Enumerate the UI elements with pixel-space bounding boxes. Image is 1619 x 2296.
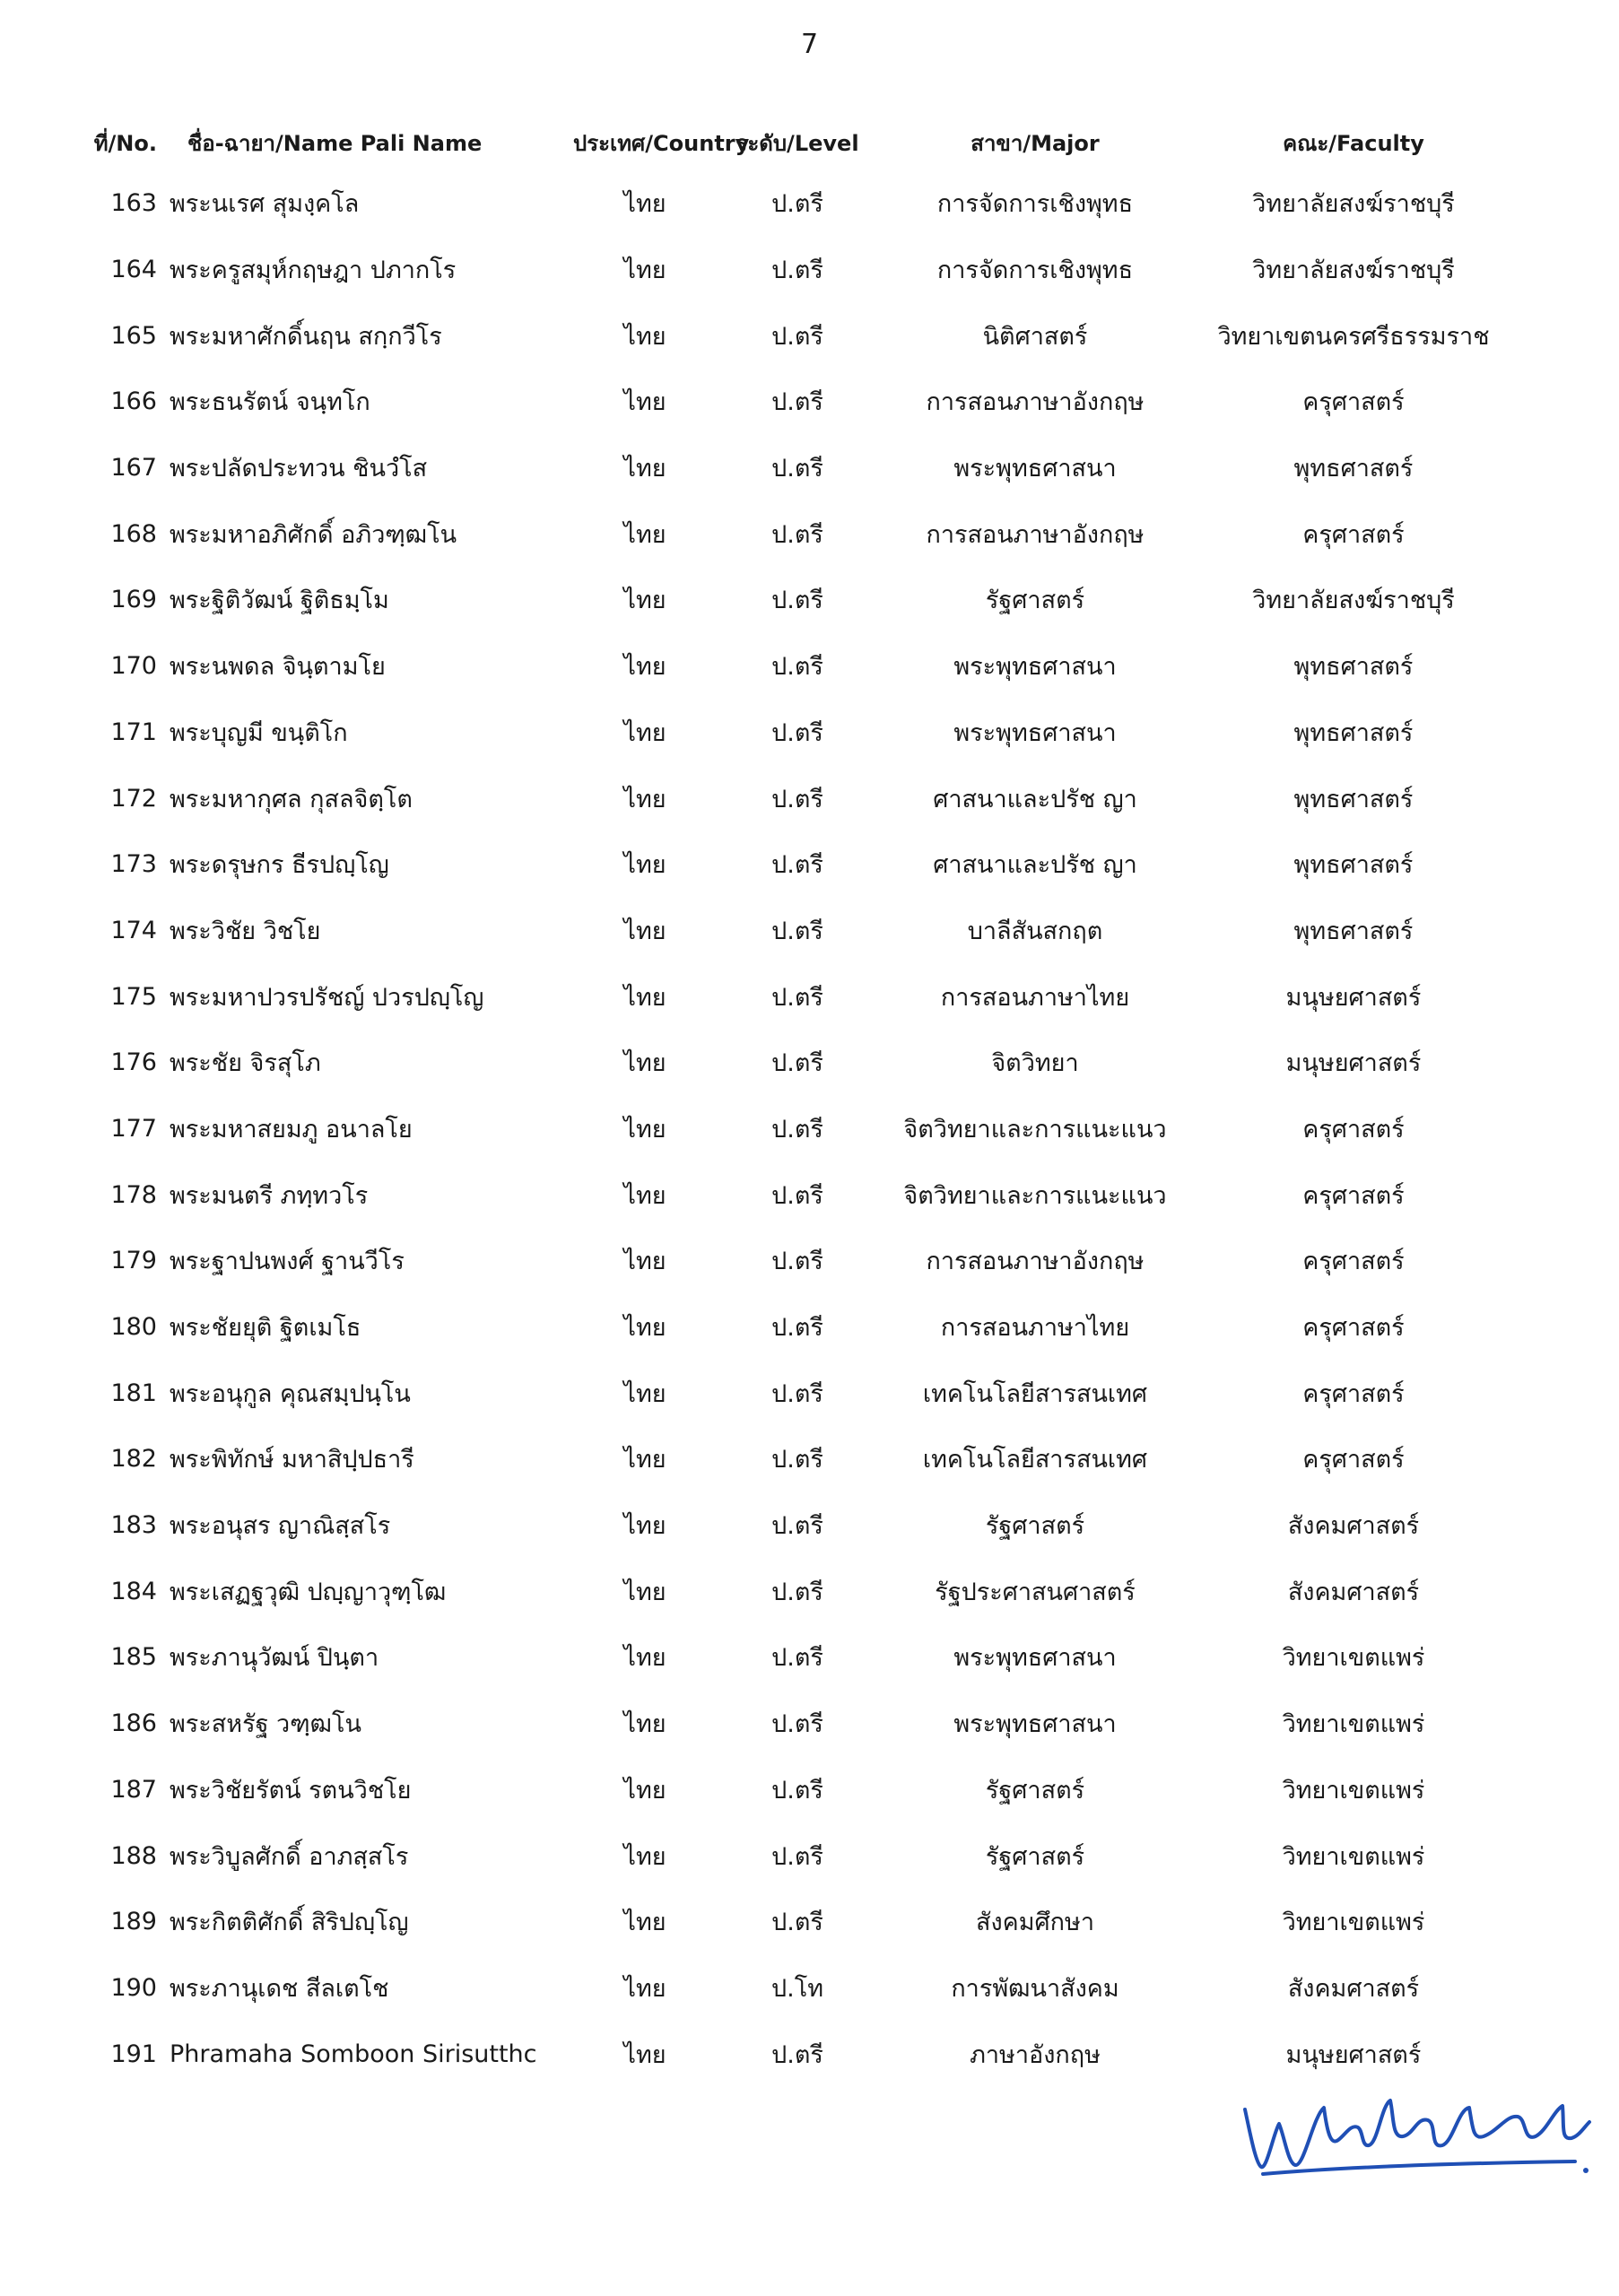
row-country: ไทย <box>623 1049 666 1078</box>
table-row <box>85 1955 1515 2022</box>
row-number: 163 <box>110 189 157 218</box>
row-faculty: ครุศาสตร์ <box>1302 1446 1405 1474</box>
row-level: ป.ตรี <box>771 1842 823 1871</box>
row-level: ป.ตรี <box>771 520 823 549</box>
row-level: ป.ตรี <box>771 1446 823 1474</box>
row-country: ไทย <box>623 1776 666 1805</box>
table-row <box>85 302 1515 369</box>
row-country: ไทย <box>623 917 666 945</box>
row-name: พระบุญมี ขนฺติโก <box>170 718 348 747</box>
row-name: พระมหาอภิศักดิ์ อภิวฑฺฒโน <box>170 520 457 549</box>
header-level: ระดับ/Level <box>736 130 859 156</box>
row-number: 180 <box>110 1313 157 1342</box>
row-name: พระวิชัย วิชโย <box>170 917 321 945</box>
table-row <box>85 170 1515 237</box>
row-faculty: มนุษยศาสตร์ <box>1285 983 1422 1012</box>
row-country: ไทย <box>623 455 666 483</box>
row-faculty: วิทยาเขตแพร่ <box>1282 1909 1425 1937</box>
row-faculty: พุทธศาสตร์ <box>1293 653 1414 682</box>
row-level: ป.ตรี <box>771 917 823 945</box>
table-row <box>85 831 1515 898</box>
row-number: 187 <box>110 1775 157 1804</box>
row-name: พระมหาสยมภู อนาลโย <box>170 1115 413 1144</box>
row-country: ไทย <box>623 1909 666 1937</box>
row-country: ไทย <box>623 785 666 813</box>
row-country: ไทย <box>623 1379 666 1408</box>
row-faculty: ครุศาสตร์ <box>1302 1248 1405 1276</box>
row-number: 175 <box>110 982 157 1011</box>
row-number: 167 <box>110 454 157 483</box>
table-row <box>85 1492 1515 1559</box>
row-faculty: ครุศาสตร์ <box>1302 1314 1405 1343</box>
row-faculty: ครุศาสตร์ <box>1302 1379 1405 1408</box>
row-name: พระอนุกูล คุณสมฺปนฺโน <box>170 1379 411 1408</box>
row-country: ไทย <box>623 1446 666 1474</box>
row-major: ศาสนาและปรัช ญา <box>933 785 1137 813</box>
row-number: 178 <box>110 1180 157 1209</box>
row-level: ป.ตรี <box>771 1379 823 1408</box>
row-name: พระวิชัยรัตน์ รตนวิชโย <box>170 1776 412 1805</box>
row-name: พระฐาปนพงศ์ ฐานวีโร <box>170 1248 405 1276</box>
row-faculty: วิทยาเขตแพร่ <box>1282 1842 1425 1871</box>
row-level: ป.ตรี <box>771 1644 823 1673</box>
row-level: ป.ตรี <box>771 587 823 615</box>
row-name: พระวิบูลศักดิ์ อาภสฺสโร <box>170 1842 409 1871</box>
table-row <box>85 500 1515 567</box>
header-country: ประเทศ/Country <box>573 130 750 156</box>
row-number: 182 <box>110 1445 157 1474</box>
header-major: สาขา/Major <box>971 130 1100 156</box>
row-level: ป.ตรี <box>771 322 823 351</box>
table-row <box>85 369 1515 435</box>
row-faculty: วิทยาเขตแพร่ <box>1282 1710 1425 1739</box>
row-faculty: วิทยาเขตนครศรีธรรมราช <box>1217 322 1490 351</box>
row-major: จิตวิทยา <box>991 1049 1079 1078</box>
row-level: ป.ตรี <box>771 1115 823 1144</box>
row-level: ป.ตรี <box>771 1049 823 1078</box>
row-faculty: ครุศาสตร์ <box>1302 1115 1405 1144</box>
table-row <box>85 898 1515 964</box>
row-faculty: มนุษยศาสตร์ <box>1285 1049 1422 1078</box>
signature <box>1238 2081 1597 2188</box>
row-level: ป.ตรี <box>771 1512 823 1541</box>
row-name: พระกิตติศักดิ์ สิริปญฺโญ <box>170 1909 409 1937</box>
row-name: พระชัย จิรสุโภ <box>170 1049 321 1078</box>
row-name: พระธนรัตน์ จนฺทโก <box>170 388 370 417</box>
row-level: ป.ตรี <box>771 2040 823 2069</box>
row-major: พระพุทธศาสนา <box>953 1710 1117 1739</box>
row-major: ศาสนาและปรัช ญา <box>933 851 1137 880</box>
row-level: ป.ตรี <box>771 257 823 285</box>
row-faculty: พุทธศาสตร์ <box>1293 917 1414 945</box>
row-name: พระครูสมุห์กฤษฎา ปภากโร <box>170 257 457 285</box>
row-level: ป.ตรี <box>771 455 823 483</box>
row-number: 188 <box>110 1841 157 1870</box>
row-faculty: สังคมศาสตร์ <box>1287 1974 1420 2003</box>
row-country: ไทย <box>623 587 666 615</box>
row-number: 185 <box>110 1643 157 1672</box>
row-number: 169 <box>110 586 157 614</box>
row-level: ป.ตรี <box>771 1578 823 1606</box>
row-major: นิติศาสตร์ <box>982 322 1088 351</box>
row-number: 191 <box>110 2039 157 2068</box>
table-row <box>85 1030 1515 1096</box>
row-name: พระชัยยุติ ฐิตเมโธ <box>170 1314 361 1343</box>
row-major: ภาษาอังกฤษ <box>970 2040 1101 2069</box>
row-major: การจัดการเชิงพุทธ <box>936 257 1134 285</box>
row-level: ป.โท <box>770 1974 824 2003</box>
row-country: ไทย <box>623 1115 666 1144</box>
enrollment-table <box>85 115 1515 2087</box>
row-faculty: วิทยาเขตแพร่ <box>1282 1776 1425 1805</box>
row-major: พระพุทธศาสนา <box>953 718 1117 747</box>
row-number: 184 <box>110 1577 157 1605</box>
table-row <box>85 1757 1515 1823</box>
header-no: ที่/No. <box>93 130 157 156</box>
row-name: พระมหาศักดิ์นฤน สกฺกวีโร <box>170 322 442 351</box>
row-faculty: ครุศาสตร์ <box>1302 1181 1405 1210</box>
table-row <box>85 435 1515 501</box>
row-name: พระนเรศ สุมงฺคโล <box>170 190 360 219</box>
row-faculty: มนุษยศาสตร์ <box>1285 2040 1422 2069</box>
table-row <box>85 633 1515 700</box>
row-level: ป.ตรี <box>771 785 823 813</box>
row-number: 165 <box>110 321 157 350</box>
row-number: 173 <box>110 850 157 879</box>
row-level: ป.ตรี <box>771 1181 823 1210</box>
row-country: ไทย <box>623 653 666 682</box>
table-row <box>85 1558 1515 1624</box>
row-major: การสอนภาษาอังกฤษ <box>926 520 1145 549</box>
row-name: พระภานุวัฒน์ ปินฺตา <box>170 1644 379 1673</box>
row-faculty: วิทยาลัยสงฆ์ราชบุรี <box>1252 587 1455 615</box>
row-level: ป.ตรี <box>771 718 823 747</box>
row-major: บาลีสันสกฤต <box>967 917 1103 945</box>
table-row <box>85 700 1515 766</box>
table-body <box>85 170 1515 2087</box>
row-country: ไทย <box>623 388 666 417</box>
row-name: พระอนุสร ญาณิสฺสโร <box>170 1512 391 1541</box>
row-faculty: พุทธศาสตร์ <box>1293 785 1414 813</box>
row-major: การสอนภาษาไทย <box>940 983 1130 1012</box>
row-name: พระดรุษกร ธีรปญฺโญ <box>170 851 389 880</box>
row-level: ป.ตรี <box>771 1314 823 1343</box>
row-level: ป.ตรี <box>771 1248 823 1276</box>
header-name: ชื่อ-ฉายา/Name Pali Name <box>187 130 483 156</box>
table-row <box>85 1624 1515 1691</box>
row-name: พระมหาปวรปรัชญ์ ปวรปญฺโญ <box>170 983 484 1012</box>
row-country: ไทย <box>623 851 666 880</box>
row-country: ไทย <box>623 257 666 285</box>
header-faculty: คณะ/Faculty <box>1283 130 1424 156</box>
row-country: ไทย <box>623 1644 666 1673</box>
row-name: พระปลัดประทวน ชินวํโส <box>170 455 428 483</box>
row-name: พระฐิติวัฒน์ ฐิติธมฺโม <box>170 587 389 615</box>
row-country: ไทย <box>623 1181 666 1210</box>
table-row <box>85 1426 1515 1492</box>
row-major: เทคโนโลยีสารสนเทศ <box>922 1446 1148 1474</box>
row-name: พระมหากุศล กุสลจิตฺโต <box>170 785 413 813</box>
row-major: สังคมศึกษา <box>976 1909 1094 1937</box>
row-number: 172 <box>110 784 157 813</box>
row-major: พระพุทธศาสนา <box>953 1644 1117 1673</box>
row-number: 181 <box>110 1378 157 1407</box>
row-name: พระสหรัฐ วฑฺฒโน <box>170 1710 361 1739</box>
row-number: 164 <box>110 256 157 284</box>
row-number: 166 <box>110 387 157 416</box>
row-country: ไทย <box>623 322 666 351</box>
row-number: 170 <box>110 652 157 681</box>
row-name: Phramaha Somboon Sirisutthc <box>170 2039 537 2068</box>
row-number: 183 <box>110 1511 157 1540</box>
row-country: ไทย <box>623 1578 666 1606</box>
row-country: ไทย <box>623 1248 666 1276</box>
row-name: พระเสฏฐวุฒิ ปญฺญาวุฑฺโฒ <box>170 1578 447 1606</box>
row-name: พระพิทักษ์ มหาสิปฺปธารี <box>170 1446 414 1474</box>
row-number: 186 <box>110 1709 157 1738</box>
row-major: รัฐประศาสนศาสตร์ <box>935 1578 1136 1606</box>
table-row <box>85 1691 1515 1757</box>
row-level: ป.ตรี <box>771 983 823 1012</box>
row-country: ไทย <box>623 1974 666 2003</box>
row-major: พระพุทธศาสนา <box>953 653 1117 682</box>
row-country: ไทย <box>623 520 666 549</box>
row-major: การจัดการเชิงพุทธ <box>936 190 1134 219</box>
row-country: ไทย <box>623 1842 666 1871</box>
table-row <box>85 765 1515 831</box>
row-level: ป.ตรี <box>771 851 823 880</box>
row-major: รัฐศาสตร์ <box>985 1512 1085 1541</box>
row-major: จิตวิทยาและการแนะแนว <box>903 1115 1167 1144</box>
table-row <box>85 1889 1515 1955</box>
row-faculty: วิทยาเขตแพร่ <box>1282 1644 1425 1673</box>
row-level: ป.ตรี <box>771 190 823 219</box>
row-country: ไทย <box>623 1710 666 1739</box>
row-faculty: พุทธศาสตร์ <box>1293 851 1414 880</box>
row-faculty: วิทยาลัยสงฆ์ราชบุรี <box>1252 257 1455 285</box>
row-level: ป.ตรี <box>771 1909 823 1937</box>
table-row <box>85 237 1515 303</box>
row-major: การพัฒนาสังคม <box>951 1974 1119 2003</box>
table-row <box>85 1161 1515 1228</box>
page-number: 7 <box>800 29 819 60</box>
row-major: พระพุทธศาสนา <box>953 455 1117 483</box>
row-major: เทคโนโลยีสารสนเทศ <box>922 1379 1148 1408</box>
row-number: 190 <box>110 1973 157 2002</box>
row-number: 174 <box>110 916 157 944</box>
table-row <box>85 1360 1515 1426</box>
row-number: 168 <box>110 519 157 548</box>
row-country: ไทย <box>623 1512 666 1541</box>
table-header-row <box>85 115 1515 170</box>
table-row <box>85 567 1515 633</box>
row-country: ไทย <box>623 718 666 747</box>
table-row <box>85 1228 1515 1294</box>
row-faculty: ครุศาสตร์ <box>1302 388 1405 417</box>
row-major: รัฐศาสตร์ <box>985 587 1085 615</box>
row-name: พระมนตรี ภทฺทวโร <box>170 1181 369 1210</box>
row-number: 171 <box>110 718 157 746</box>
row-number: 189 <box>110 1908 157 1936</box>
table-row <box>85 963 1515 1030</box>
table-row <box>85 1096 1515 1162</box>
row-name: พระภานุเดช สีลเตโช <box>170 1974 389 2003</box>
row-major: รัฐศาสตร์ <box>985 1776 1085 1805</box>
row-major: การสอนภาษาอังกฤษ <box>926 1248 1145 1276</box>
row-major: การสอนภาษาไทย <box>940 1314 1130 1343</box>
row-major: การสอนภาษาอังกฤษ <box>926 388 1145 417</box>
row-major: รัฐศาสตร์ <box>985 1842 1085 1871</box>
row-number: 179 <box>110 1247 157 1275</box>
row-level: ป.ตรี <box>771 653 823 682</box>
row-faculty: พุทธศาสตร์ <box>1293 455 1414 483</box>
row-major: จิตวิทยาและการแนะแนว <box>903 1181 1167 1210</box>
table-row <box>85 1822 1515 1889</box>
table-row <box>85 2021 1515 2087</box>
row-level: ป.ตรี <box>771 388 823 417</box>
row-level: ป.ตรี <box>771 1776 823 1805</box>
row-faculty: สังคมศาสตร์ <box>1287 1578 1420 1606</box>
row-number: 176 <box>110 1048 157 1077</box>
row-faculty: วิทยาลัยสงฆ์ราชบุรี <box>1252 190 1455 219</box>
row-name: พระนพดล จินฺตามโย <box>170 653 386 682</box>
row-faculty: พุทธศาสตร์ <box>1293 718 1414 747</box>
row-faculty: สังคมศาสตร์ <box>1287 1512 1420 1541</box>
table-row <box>85 1294 1515 1361</box>
row-number: 177 <box>110 1114 157 1143</box>
row-country: ไทย <box>623 190 666 219</box>
row-level: ป.ตรี <box>771 1710 823 1739</box>
row-country: ไทย <box>623 1314 666 1343</box>
row-country: ไทย <box>623 983 666 1012</box>
row-faculty: ครุศาสตร์ <box>1302 520 1405 549</box>
row-country: ไทย <box>623 2040 666 2069</box>
